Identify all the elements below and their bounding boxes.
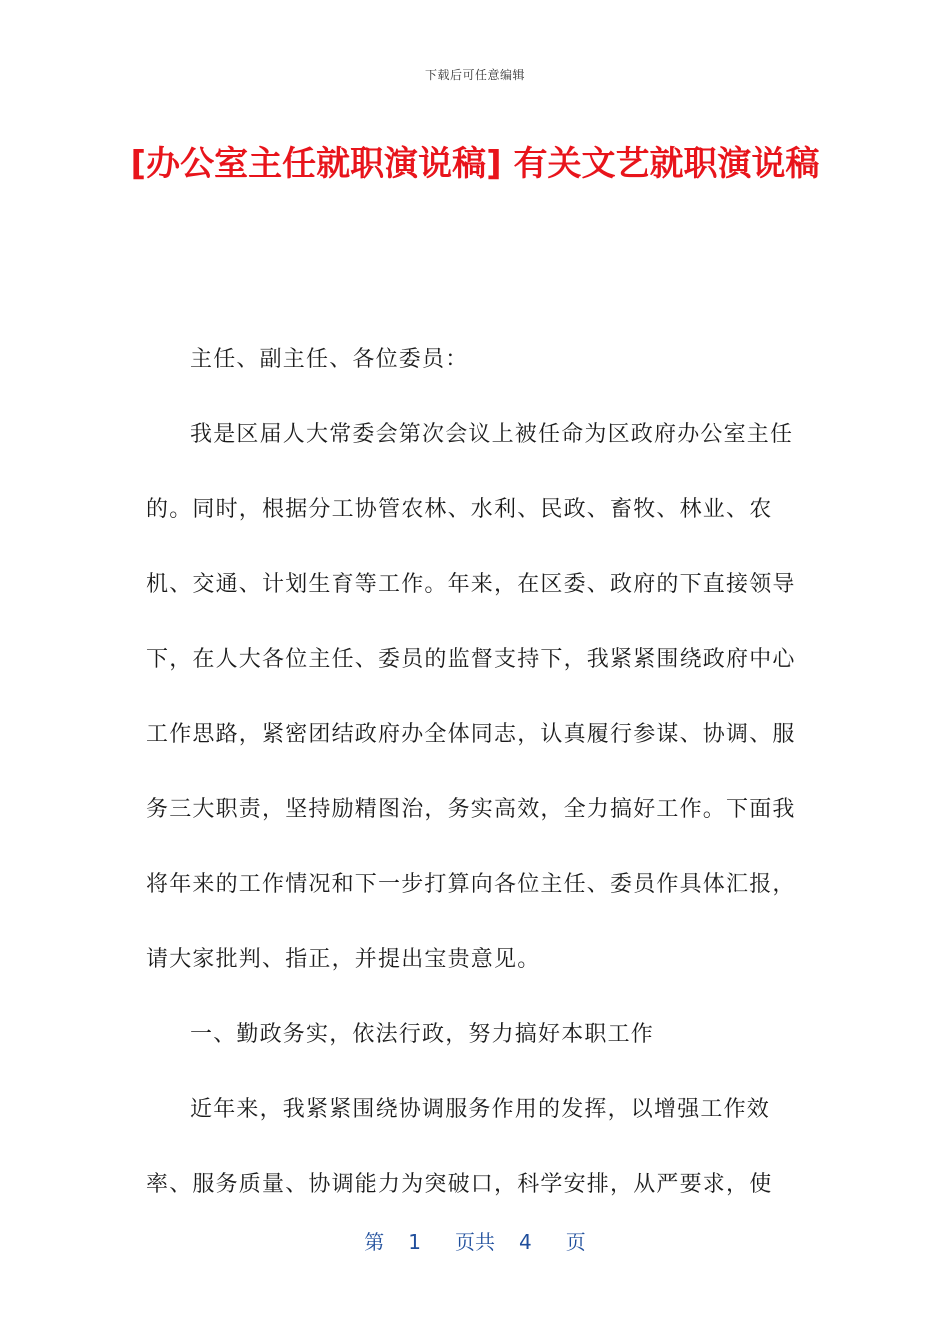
page-footer	[0, 1226, 950, 1255]
salutation-paragraph: 主任、副主任、各位委员：	[190, 347, 469, 372]
footer-total-pages: 4	[519, 1230, 532, 1254]
footer-current-page: 1	[408, 1230, 421, 1254]
section-heading: 一、勤政务实，依法行政，努力搞好本职工作	[190, 1022, 655, 1047]
body-paragraph: 我是区届人大常委会第次会议上被任命为区政府办公室主任的。同时，根据分工协管农林、水利、民政、畜牧、林业、农机、交通、计划生育等工作。年来，在区委、政府的下直接领导下，在人大各位主任、委员的监督支持下，我紧紧围绕政府中心工作思路，紧密团结政府办全体同志，认真履行参谋、协调、服务三大职责，坚持励精图治，务实高效，全力搞好工作。下面我将年来的工作情况和下一步打算向各位主任、委员作具体汇报，请大家批判、指正，并提出宝贵意见。	[146, 422, 796, 972]
document-title: [办公室主任就职演说稿] 有关文艺就职演说稿	[130, 144, 820, 184]
body-paragraph: 近年来，我紧紧围绕协调服务作用的发挥，以增强工作效率、服务质量、协调能力为突破口，科学安排，从严要求，使	[146, 1097, 773, 1197]
footer-of-label: 页共	[455, 1230, 495, 1254]
footer-end-label: 页	[565, 1230, 586, 1254]
header-note: 下载后可任意编辑	[424, 68, 525, 82]
document-body	[146, 322, 798, 1222]
footer-page-label: 第	[364, 1230, 385, 1254]
